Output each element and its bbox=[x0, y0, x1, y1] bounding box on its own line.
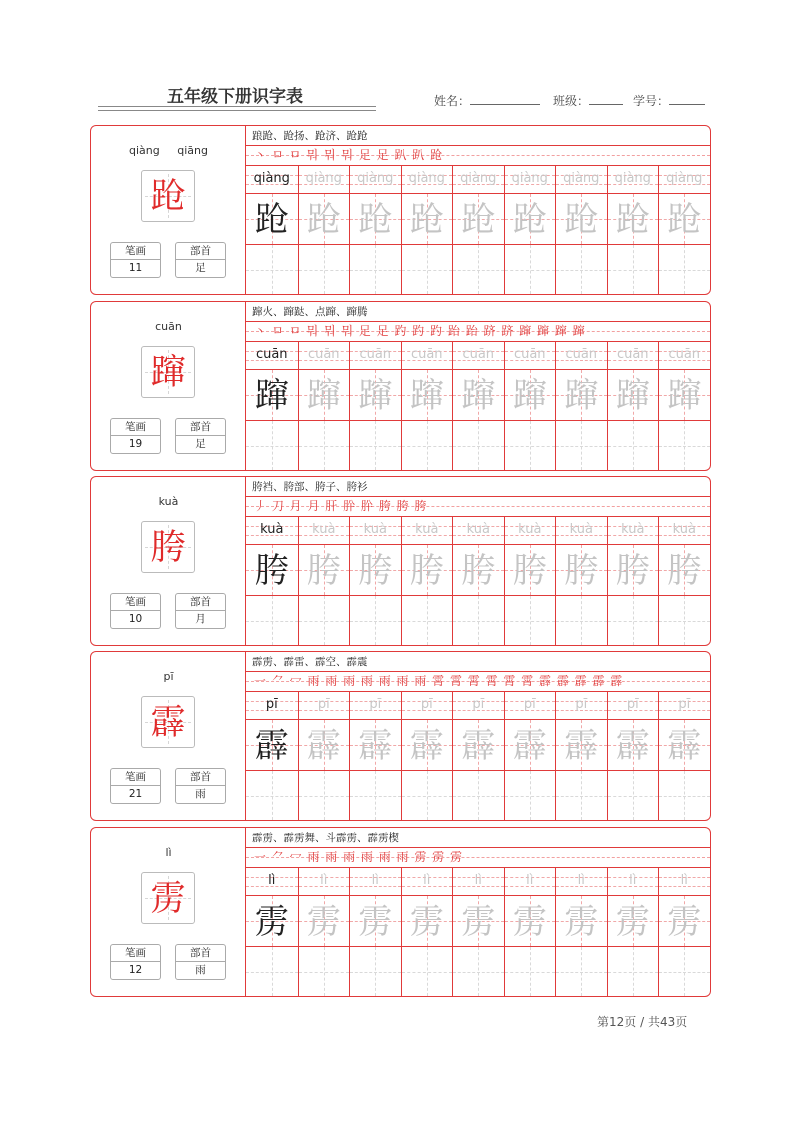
stroke-order: 丿 刀 月 月 肝 肸 肸 胯 胯 胯 bbox=[254, 499, 428, 513]
pinyin-header: pī bbox=[163, 670, 174, 683]
character-block bbox=[90, 125, 711, 295]
character-trace: 胯 bbox=[564, 551, 599, 591]
page-number: 第12页 / 共43页 bbox=[597, 1015, 688, 1029]
pinyin-trace: pī bbox=[317, 697, 330, 712]
practice-cell[interactable] bbox=[246, 166, 298, 294]
pinyin-trace: qiàng bbox=[305, 171, 342, 186]
pinyin-trace: lì bbox=[629, 873, 637, 888]
pinyin-trace: kuà bbox=[621, 522, 645, 537]
practice-cell[interactable] bbox=[555, 692, 607, 820]
radical-box bbox=[175, 593, 226, 629]
practice-cell[interactable] bbox=[401, 342, 453, 470]
writing-area[interactable] bbox=[402, 771, 453, 820]
character-trace: 雳 bbox=[564, 902, 599, 942]
practice-grid bbox=[246, 868, 710, 996]
practice-cell[interactable] bbox=[504, 342, 556, 470]
character-trace: 蹿 bbox=[615, 376, 650, 416]
writing-area[interactable] bbox=[299, 421, 350, 470]
pinyin-model: kuà bbox=[260, 522, 284, 537]
pinyin-trace: cuān bbox=[462, 347, 495, 362]
class-label: 班级： bbox=[553, 94, 590, 108]
pinyin-trace: kuà bbox=[312, 522, 336, 537]
writing-area[interactable] bbox=[659, 245, 710, 294]
practice-cell[interactable] bbox=[607, 517, 659, 645]
practice-cell[interactable] bbox=[658, 517, 710, 645]
pinyin-header: kuà bbox=[158, 495, 179, 508]
stroke-order-row bbox=[246, 321, 710, 342]
pinyin-trace: cuān bbox=[668, 347, 701, 362]
practice-cell[interactable] bbox=[555, 166, 607, 294]
character-trace: 跄 bbox=[667, 200, 702, 240]
practice-cell[interactable] bbox=[349, 166, 401, 294]
character-box bbox=[141, 346, 195, 398]
pinyin-trace: pī bbox=[523, 697, 536, 712]
writing-area[interactable] bbox=[350, 771, 401, 820]
stroke-count-label: 笔画 bbox=[111, 243, 160, 260]
character-trace: 蹿 bbox=[564, 376, 599, 416]
writing-area[interactable] bbox=[299, 245, 350, 294]
pinyin-header: qiàng qiāng bbox=[129, 144, 208, 157]
pinyin-trace: pī bbox=[575, 697, 588, 712]
practice-cell[interactable] bbox=[246, 868, 298, 996]
practice-cell[interactable] bbox=[401, 517, 453, 645]
stroke-order-row bbox=[246, 671, 710, 692]
practice-cell[interactable] bbox=[246, 517, 298, 645]
stroke-count-value: 12 bbox=[128, 964, 143, 976]
pinyin-trace: pī bbox=[626, 697, 639, 712]
radical-box bbox=[175, 768, 226, 804]
writing-area[interactable] bbox=[246, 596, 298, 645]
radical-value: 足 bbox=[195, 438, 206, 450]
writing-area[interactable] bbox=[659, 596, 710, 645]
practice-panel bbox=[246, 126, 710, 294]
writing-area[interactable] bbox=[402, 245, 453, 294]
pinyin-trace: kuà bbox=[518, 522, 542, 537]
character-trace: 蹿 bbox=[512, 376, 547, 416]
stroke-count-box bbox=[110, 418, 161, 454]
writing-area[interactable] bbox=[453, 947, 504, 996]
writing-area[interactable] bbox=[350, 245, 401, 294]
practice-cell[interactable] bbox=[555, 517, 607, 645]
writing-area[interactable] bbox=[608, 245, 659, 294]
character-block bbox=[90, 301, 711, 471]
writing-area[interactable] bbox=[350, 421, 401, 470]
pinyin-model: cuān bbox=[255, 347, 288, 362]
character-info-panel bbox=[91, 652, 246, 820]
character-model: 跄 bbox=[254, 200, 289, 240]
pinyin-trace: lì bbox=[423, 873, 431, 888]
stroke-count-value: 10 bbox=[128, 613, 143, 625]
writing-area[interactable] bbox=[608, 947, 659, 996]
writing-area[interactable] bbox=[453, 245, 504, 294]
practice-cell[interactable] bbox=[298, 517, 350, 645]
writing-area[interactable] bbox=[453, 596, 504, 645]
character-info-panel bbox=[91, 828, 246, 996]
practice-cell[interactable] bbox=[504, 868, 556, 996]
character-trace: 胯 bbox=[512, 551, 547, 591]
pinyin-trace: pī bbox=[369, 697, 382, 712]
pinyin-trace: kuà bbox=[466, 522, 490, 537]
pinyin-trace: qiàng bbox=[460, 171, 497, 186]
pinyin-trace: lì bbox=[680, 873, 688, 888]
pinyin-trace: lì bbox=[577, 873, 585, 888]
practice-cell[interactable] bbox=[349, 692, 401, 820]
practice-cell[interactable] bbox=[452, 692, 504, 820]
stroke-order: 丶 ㅁ ㅁ 뭐 뭐 뭐 足 足 趴 趴 跄 bbox=[254, 148, 444, 162]
pinyin-trace: pī bbox=[472, 697, 485, 712]
main-character: 胯 bbox=[150, 528, 186, 568]
id-blank[interactable] bbox=[669, 93, 705, 105]
pinyin-trace: qiàng bbox=[357, 171, 394, 186]
writing-area[interactable] bbox=[659, 947, 710, 996]
character-trace: 蹿 bbox=[461, 376, 496, 416]
stroke-order: 一 ⺈ 冖 雨 雨 雨 雨 雨 雨 雨 霄 霄 霄 霄 霄 霄 霹 霹 霹 霹 霹 bbox=[254, 674, 624, 688]
character-trace: 蹿 bbox=[409, 376, 444, 416]
practice-cell[interactable] bbox=[349, 517, 401, 645]
practice-grid bbox=[246, 517, 710, 645]
character-block bbox=[90, 476, 711, 646]
pinyin-header: lì bbox=[165, 846, 172, 859]
name-blank[interactable] bbox=[470, 93, 540, 105]
character-trace: 霹 bbox=[667, 726, 702, 766]
practice-cell[interactable] bbox=[298, 342, 350, 470]
id-field[interactable] bbox=[633, 92, 705, 109]
practice-grid bbox=[246, 342, 710, 470]
radical-label: 部首 bbox=[176, 243, 225, 260]
pinyin-trace: pī bbox=[678, 697, 691, 712]
practice-cell[interactable] bbox=[658, 342, 710, 470]
pinyin-trace: kuà bbox=[415, 522, 439, 537]
class-blank[interactable] bbox=[589, 93, 623, 105]
writing-area[interactable] bbox=[402, 947, 453, 996]
pinyin-trace: cuān bbox=[565, 347, 598, 362]
writing-area[interactable] bbox=[299, 771, 350, 820]
practice-cell[interactable] bbox=[452, 166, 504, 294]
main-character: 霹 bbox=[150, 703, 186, 743]
writing-area[interactable] bbox=[246, 421, 298, 470]
radical-value: 雨 bbox=[195, 964, 206, 976]
pinyin-trace: qiàng bbox=[614, 171, 651, 186]
writing-area[interactable] bbox=[350, 596, 401, 645]
character-trace: 霹 bbox=[564, 726, 599, 766]
writing-area[interactable] bbox=[556, 596, 607, 645]
title-underline bbox=[98, 106, 376, 107]
writing-area[interactable] bbox=[453, 771, 504, 820]
pinyin-trace: kuà bbox=[569, 522, 593, 537]
practice-cell[interactable] bbox=[555, 868, 607, 996]
practice-panel bbox=[246, 652, 710, 820]
main-character: 跄 bbox=[150, 177, 186, 217]
character-box bbox=[141, 170, 195, 222]
practice-cell[interactable] bbox=[607, 166, 659, 294]
character-trace: 跄 bbox=[564, 200, 599, 240]
writing-area[interactable] bbox=[402, 596, 453, 645]
writing-area[interactable] bbox=[556, 771, 607, 820]
character-trace: 雳 bbox=[512, 902, 547, 942]
practice-cell[interactable] bbox=[658, 868, 710, 996]
character-model: 蹿 bbox=[254, 376, 289, 416]
practice-cell[interactable] bbox=[452, 342, 504, 470]
name-field[interactable] bbox=[434, 92, 540, 109]
stroke-count-value: 21 bbox=[128, 788, 143, 800]
writing-area[interactable] bbox=[659, 421, 710, 470]
character-trace: 跄 bbox=[306, 200, 341, 240]
character-trace: 跄 bbox=[512, 200, 547, 240]
writing-area[interactable] bbox=[505, 421, 556, 470]
pinyin-trace: cuān bbox=[410, 347, 443, 362]
stroke-count-label: 笔画 bbox=[111, 419, 160, 436]
stroke-count-box bbox=[110, 944, 161, 980]
title-underline-2 bbox=[98, 110, 376, 111]
character-trace: 霹 bbox=[409, 726, 444, 766]
character-trace: 雳 bbox=[667, 902, 702, 942]
character-trace: 胯 bbox=[461, 551, 496, 591]
practice-cell[interactable] bbox=[401, 692, 453, 820]
practice-cell[interactable] bbox=[349, 868, 401, 996]
character-box bbox=[141, 521, 195, 573]
pinyin-model: qiàng bbox=[253, 171, 290, 186]
practice-grid bbox=[246, 692, 710, 820]
stroke-count-value: 19 bbox=[128, 438, 143, 450]
practice-panel bbox=[246, 302, 710, 470]
practice-panel bbox=[246, 477, 710, 645]
radical-label: 部首 bbox=[176, 419, 225, 436]
writing-area[interactable] bbox=[246, 771, 298, 820]
writing-area[interactable] bbox=[505, 245, 556, 294]
practice-cell[interactable] bbox=[401, 868, 453, 996]
writing-area[interactable] bbox=[505, 596, 556, 645]
pinyin-trace: cuān bbox=[359, 347, 392, 362]
pinyin-trace: kuà bbox=[672, 522, 696, 537]
character-trace: 雳 bbox=[358, 902, 393, 942]
character-block bbox=[90, 827, 711, 997]
writing-area[interactable] bbox=[659, 771, 710, 820]
character-trace: 霹 bbox=[461, 726, 496, 766]
main-character: 蹿 bbox=[150, 353, 186, 393]
practice-cell[interactable] bbox=[298, 166, 350, 294]
writing-area[interactable] bbox=[556, 947, 607, 996]
writing-area[interactable] bbox=[608, 421, 659, 470]
radical-label: 部首 bbox=[176, 945, 225, 962]
character-model: 胯 bbox=[254, 551, 289, 591]
writing-area[interactable] bbox=[246, 947, 298, 996]
character-trace: 胯 bbox=[409, 551, 444, 591]
character-box bbox=[141, 872, 195, 924]
practice-cell[interactable] bbox=[607, 342, 659, 470]
character-trace: 霹 bbox=[615, 726, 650, 766]
pinyin-trace: qiàng bbox=[666, 171, 703, 186]
practice-cell[interactable] bbox=[246, 342, 298, 470]
stroke-order-row bbox=[246, 145, 710, 166]
pinyin-header: cuān bbox=[155, 320, 182, 333]
pinyin-trace: pī bbox=[420, 697, 433, 712]
character-info-panel bbox=[91, 302, 246, 470]
character-trace: 跄 bbox=[409, 200, 444, 240]
radical-box bbox=[175, 418, 226, 454]
name-label: 姓名： bbox=[434, 94, 471, 108]
main-character: 雳 bbox=[150, 879, 186, 919]
radical-value: 月 bbox=[195, 613, 206, 625]
writing-area[interactable] bbox=[350, 947, 401, 996]
practice-cell[interactable] bbox=[658, 166, 710, 294]
character-trace: 霹 bbox=[306, 726, 341, 766]
writing-area[interactable] bbox=[453, 421, 504, 470]
character-trace: 雳 bbox=[306, 902, 341, 942]
pinyin-trace: lì bbox=[320, 873, 328, 888]
pinyin-model: pī bbox=[265, 697, 278, 712]
radical-value: 雨 bbox=[195, 788, 206, 800]
practice-cell[interactable] bbox=[401, 166, 453, 294]
pinyin-trace: lì bbox=[371, 873, 379, 888]
radical-box bbox=[175, 944, 226, 980]
example-words: 踉跄、跄扬、跄济、跄跄 bbox=[252, 130, 368, 142]
writing-area[interactable] bbox=[299, 947, 350, 996]
character-trace: 胯 bbox=[667, 551, 702, 591]
character-info-panel bbox=[91, 477, 246, 645]
radical-value: 足 bbox=[195, 262, 206, 274]
character-model: 雳 bbox=[254, 902, 289, 942]
character-trace: 霹 bbox=[512, 726, 547, 766]
writing-area[interactable] bbox=[299, 596, 350, 645]
practice-cell[interactable] bbox=[246, 692, 298, 820]
pinyin-trace: qiàng bbox=[511, 171, 548, 186]
practice-cell[interactable] bbox=[452, 868, 504, 996]
id-label: 学号： bbox=[633, 94, 670, 108]
writing-area[interactable] bbox=[608, 771, 659, 820]
example-words: 霹雳、霹雷、霹空、霹震 bbox=[252, 656, 368, 668]
practice-cell[interactable] bbox=[504, 692, 556, 820]
writing-area[interactable] bbox=[246, 245, 298, 294]
stroke-order-row bbox=[246, 496, 710, 517]
stroke-count-box bbox=[110, 768, 161, 804]
pinyin-trace: lì bbox=[474, 873, 482, 888]
writing-area[interactable] bbox=[505, 947, 556, 996]
character-trace: 雳 bbox=[409, 902, 444, 942]
page-title: 五年级下册识字表 bbox=[167, 87, 303, 107]
stroke-count-box bbox=[110, 593, 161, 629]
class-field[interactable] bbox=[553, 92, 623, 109]
character-trace: 跄 bbox=[461, 200, 496, 240]
practice-cell[interactable] bbox=[504, 166, 556, 294]
practice-cell[interactable] bbox=[298, 868, 350, 996]
practice-panel bbox=[246, 828, 710, 996]
writing-area[interactable] bbox=[402, 421, 453, 470]
pinyin-trace: cuān bbox=[616, 347, 649, 362]
example-words: 胯裆、胯部、胯子、胯衫 bbox=[252, 481, 368, 493]
practice-cell[interactable] bbox=[452, 517, 504, 645]
character-trace: 胯 bbox=[306, 551, 341, 591]
character-info-panel bbox=[91, 126, 246, 294]
pinyin-trace: qiàng bbox=[563, 171, 600, 186]
example-words: 霹雳、霹雳舞、斗霹雳、霹雳楔 bbox=[252, 832, 399, 844]
writing-area[interactable] bbox=[556, 245, 607, 294]
character-trace: 跄 bbox=[358, 200, 393, 240]
character-trace: 雳 bbox=[461, 902, 496, 942]
stroke-count-label: 笔画 bbox=[111, 769, 160, 786]
stroke-count-label: 笔画 bbox=[111, 945, 160, 962]
pinyin-model: lì bbox=[268, 873, 276, 888]
pinyin-trace: cuān bbox=[307, 347, 340, 362]
radical-label: 部首 bbox=[176, 594, 225, 611]
character-trace: 胯 bbox=[615, 551, 650, 591]
stroke-count-box bbox=[110, 242, 161, 278]
character-box bbox=[141, 696, 195, 748]
stroke-count-label: 笔画 bbox=[111, 594, 160, 611]
character-trace: 霹 bbox=[358, 726, 393, 766]
character-model: 霹 bbox=[254, 726, 289, 766]
character-trace: 雳 bbox=[615, 902, 650, 942]
practice-cell[interactable] bbox=[607, 868, 659, 996]
practice-grid bbox=[246, 166, 710, 294]
stroke-order-row bbox=[246, 847, 710, 868]
character-block bbox=[90, 651, 711, 821]
pinyin-trace: qiàng bbox=[408, 171, 445, 186]
character-trace: 胯 bbox=[358, 551, 393, 591]
pinyin-trace: kuà bbox=[363, 522, 387, 537]
practice-cell[interactable] bbox=[349, 342, 401, 470]
stroke-count-value: 11 bbox=[128, 262, 143, 274]
practice-cell[interactable] bbox=[555, 342, 607, 470]
character-trace: 蹿 bbox=[358, 376, 393, 416]
character-trace: 跄 bbox=[615, 200, 650, 240]
stroke-order: 一 ⺈ 冖 雨 雨 雨 雨 雨 雨 雳 雳 雳 bbox=[254, 850, 463, 864]
practice-cell[interactable] bbox=[504, 517, 556, 645]
practice-cell[interactable] bbox=[298, 692, 350, 820]
writing-area[interactable] bbox=[505, 771, 556, 820]
practice-cell[interactable] bbox=[658, 692, 710, 820]
writing-area[interactable] bbox=[556, 421, 607, 470]
character-trace: 蹿 bbox=[667, 376, 702, 416]
radical-label: 部首 bbox=[176, 769, 225, 786]
pinyin-trace: cuān bbox=[513, 347, 546, 362]
radical-box bbox=[175, 242, 226, 278]
writing-area[interactable] bbox=[608, 596, 659, 645]
example-words: 蹿火、蹿跶、点蹿、蹿腾 bbox=[252, 306, 368, 318]
pinyin-trace: lì bbox=[526, 873, 534, 888]
character-trace: 蹿 bbox=[306, 376, 341, 416]
practice-cell[interactable] bbox=[607, 692, 659, 820]
stroke-order: 丶 ㅁ ㅁ 뭐 뭐 뭐 足 足 趵 趵 趵 跆 跆 跻 跻 蹿 蹿 蹿 蹿 bbox=[254, 324, 586, 338]
